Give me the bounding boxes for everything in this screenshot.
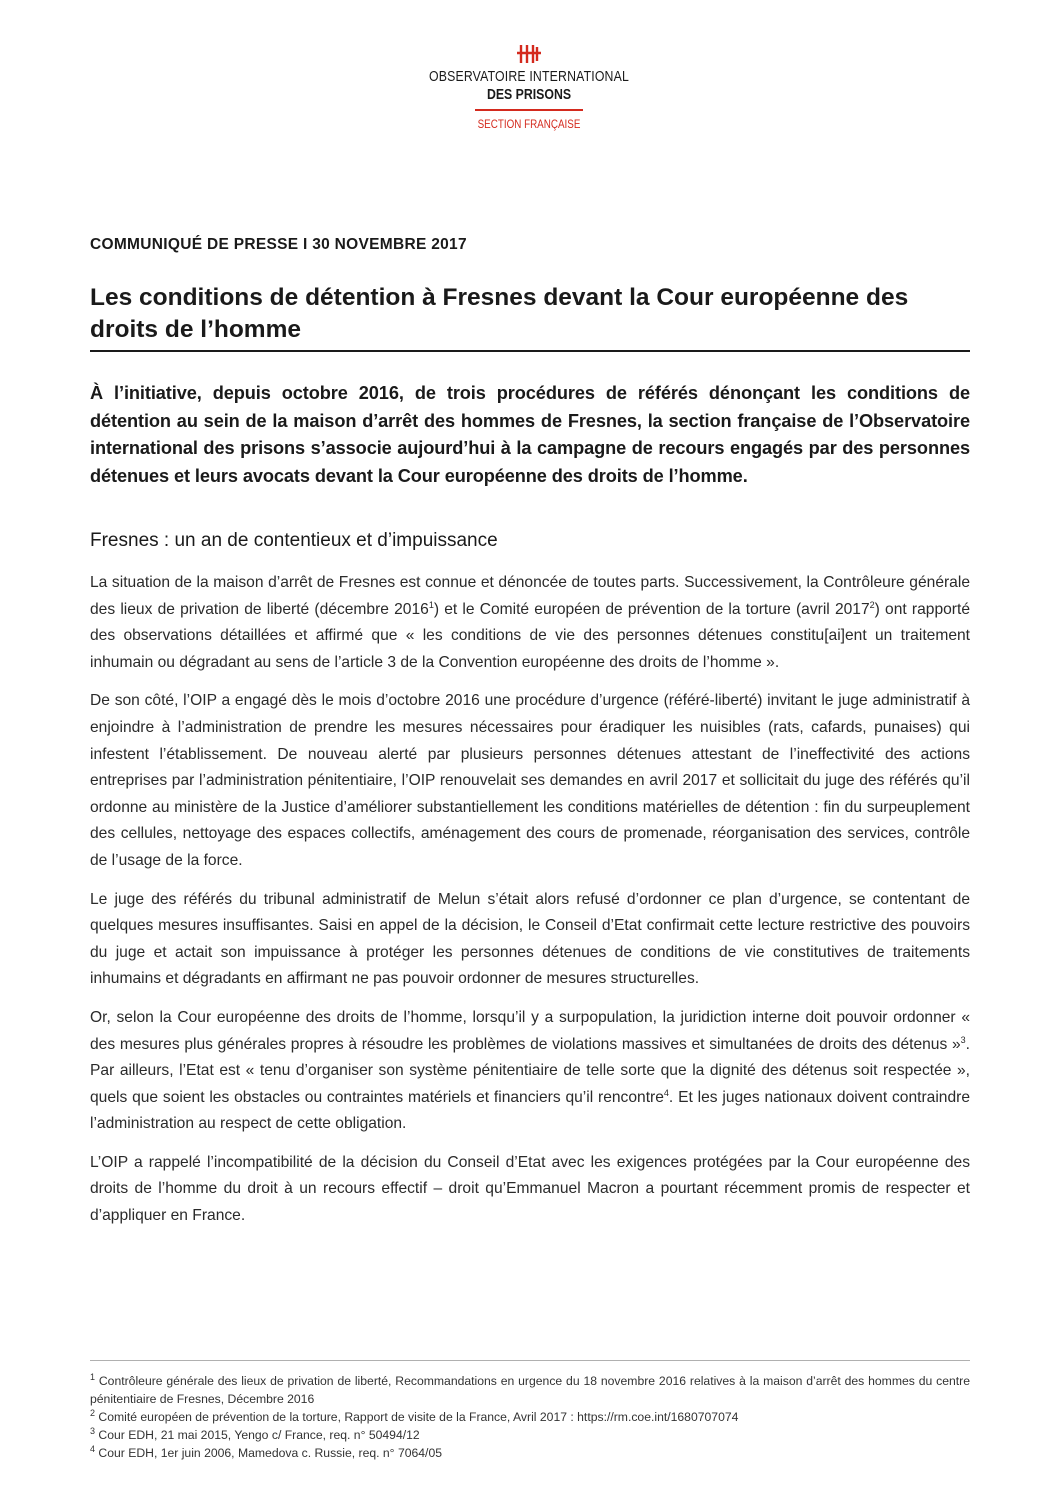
title-divider [90, 350, 970, 352]
footnote-4: $^4$ Cour EDH, 1er juin 2006, Mamedova c. Russie, req. n° 7064/05 [90, 1443, 443, 1460]
section-heading: Fresnes : un an de contentieux et d’impuissance [90, 530, 498, 551]
lead-paragraph: À l’initiative, depuis octobre 2016, de trois procédures de référés dénonçant les conditions de détention au sein de la maison d’arrêt des hommes de Fresnes, la section française de l’Observatoire international des prisons s’associe aujourd’hui à la campagne de recours engagés par des personnes détenues et leurs avocats devant la Cour européenne des droits de l’homme. [90, 383, 970, 486]
paragraph-5: L’OIP a rappelé l’incompatibilité de la décision du Conseil d’Etat avec les exigences protégées par la Cour européenne des droits de l’homme du droit à un recours effectif – droit qu’Emmanuel Macron a pourtant récemment promis de respecter et d’appliquer en France. [90, 1153, 970, 1225]
footnote-3: $^3$ Cour EDH, 21 mai 2015, Yengo c/ France, req. n° 50494/12 [90, 1425, 420, 1442]
footnote-ref-1: 1 [428, 599, 434, 610]
paragraph-2: De son côté, l’OIP a engagé dès le mois d’octobre 2016 une procédure d’urgence (référé-liberté) invitant le juge administratif à enjoindre à l’administration de prendre les mesures nécessaires pour éradiquer les nuisibles (rats, cafards, punaises) qui infestent l’établissement. De nouveau alerté par plusieurs personnes détenues attestant de l’ineffectivité des actions entreprises par l’administration pénitentiaire, l’OIP renouvelait ses demandes en avril 2017 et sollicitait du juge des référés qu’il ordonne au ministère de la Justice d’améliorer substantiellement les conditions matérielles de détention : fin du surpeuplement des cellules, nettoyage des espaces collectifs, aménagement des cours de promenade, réorganisation des services, contrôle de l’usage de la force. [90, 692, 970, 869]
paragraph-3: Le juge des référés du tribunal administratif de Melun s’était alors refusé d’ordonner ce plan d’urgence, se contentant de quelques mesures insuffisantes. Saisi en appel de la décision, le Conseil d’Etat confirmait cette lecture restrictive des pouvoirs du juge et actait son impuissance à protéger les personnes détenues de conditions de vie constitutives de traitements inhumains et dégradants en affirmant ne pas pouvoir ordonner de mesures structurelles. [90, 890, 970, 988]
logo-text-line1: OBSERVATOIRE INTERNATIONAL [429, 68, 629, 85]
organization-logo [0, 44, 1058, 131]
footnotes [90, 1372, 970, 1462]
logo-text-line2: DES PRISONS [486, 86, 572, 103]
article-body [90, 570, 970, 1242]
logo-divider [475, 109, 583, 111]
footnote-ref-4: 4 [663, 1087, 669, 1098]
footnote-ref-2: 2 [869, 599, 875, 610]
page-title: Les conditions de détention à Fresnes devant la Cour européenne des droits de l’homme [90, 284, 909, 343]
footnotes-divider [90, 1360, 970, 1361]
footnote-1: $^1$ Contrôleure générale des lieux de privation de liberté, Recommandations en urgence du 18 novembre 2016 relatives à la maison d’arrêt des hommes du centre pénitentiaire de Fresnes, Décembre 2016 [90, 1371, 970, 1406]
prison-bars-logo-icon [516, 44, 542, 64]
logo-text-line3: SECTION FRANÇAISE [477, 117, 581, 131]
paragraph-1: La situation de la maison d’arrêt de Fresnes est connue et dénoncée de toutes parts. Successivement, la Contrôleure générale des lieux de privation de liberté (décembre 2016$^1$) et le Comité européen de prévention de la torture (avril 2017$^2$) ont rapporté des observations détaillées et affirmé que « les conditions de vie des personnes détenues constitu[ai]ent un traitement inhumain ou dégradant au sens de l’article 3 de la Convention européenne des droits de l’homme ». [90, 574, 970, 671]
press-release-kicker: COMMUNIQUÉ DE PRESSE I 30 NOVEMBRE 2017 [90, 236, 467, 253]
footnote-2: $^2$ Comité européen de prévention de la torture, Rapport de visite de la France, Avril 2017 : https://rm.coe.int/1680707074 [90, 1407, 739, 1424]
paragraph-4: Or, selon la Cour européenne des droits de l’homme, lorsqu’il y a surpopulation, la juridiction interne doit pouvoir ordonner « des mesures plus générales propres à résoudre les problèmes de violations massives et simultanées de droits des détenus »$^3$. Par ailleurs, l’Etat est « tenu d’organiser son système pénitentiaire de telle sorte que la dignité des détenus soit respectée », quels que soient les obstacles ou contraintes matériels et financiers qu’il rencontre$^4$. Et les juges nationaux doivent contraindre l’administration au respect de cette obligation. [90, 1008, 971, 1133]
footnote-ref-3: 3 [960, 1034, 966, 1045]
